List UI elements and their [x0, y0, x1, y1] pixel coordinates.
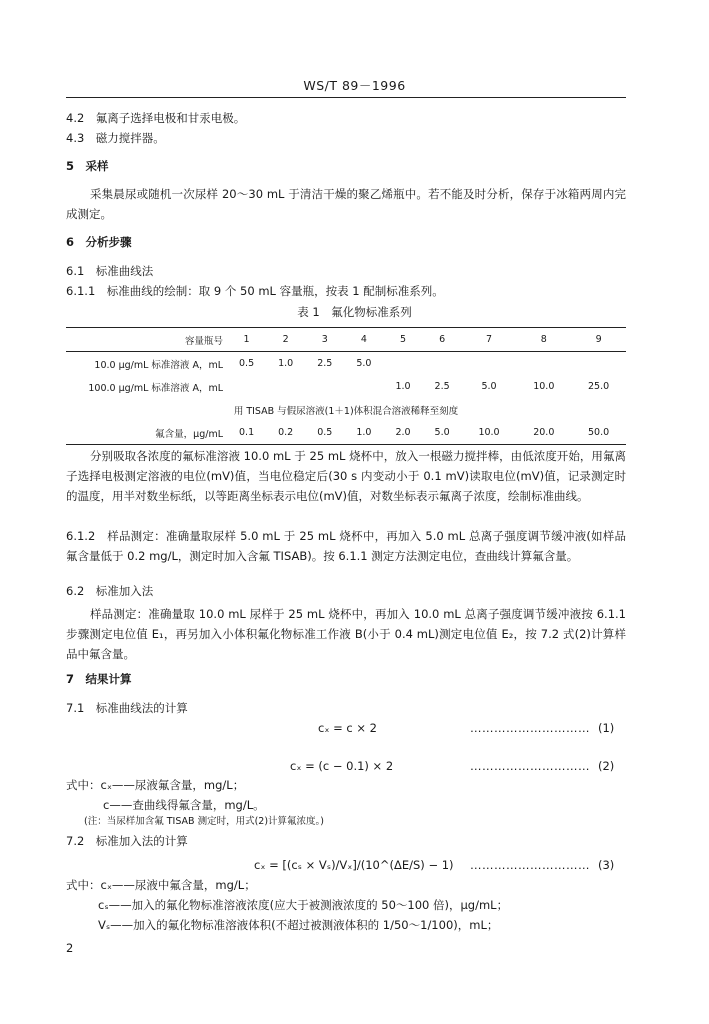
section-7-2-heading: 7.2 标准加入法的计算 — [66, 834, 188, 848]
table-header-cell: 7 — [462, 328, 517, 352]
section-6-1-heading: 6.1 标准曲线法 — [66, 264, 154, 278]
where-2-vs: Vₛ——加入的氟化物标准溶液体积(不超过被测液体积的 1/50～1/100)，mL； — [98, 918, 499, 932]
section-5-heading: 5 采样 — [66, 159, 109, 173]
table-note-row — [66, 398, 626, 421]
equation-2-number: (2) — [598, 759, 615, 773]
table-header-cell: 容量瓶号 — [66, 328, 227, 352]
section-7-1-heading: 7.1 标准曲线法的计算 — [66, 701, 188, 715]
equation-3: cₓ = [(cₛ × Vₛ)/Vₓ]/(10^(ΔE/S) − 1) — [254, 858, 454, 872]
note-1: (注：当尿样加含氟 TISAB 测定时，用式(2)计算氟浓度。) — [84, 816, 324, 827]
where-1-cx: 式中：cₓ——尿液氟含量，mg/L； — [66, 778, 245, 792]
table-cell — [383, 352, 422, 376]
equation-3-leader: ………………………… — [470, 858, 590, 872]
table-header-cell: 4 — [344, 328, 383, 352]
standard-code-header: WS/T 89－1996 — [303, 78, 406, 93]
table-cell — [571, 352, 626, 376]
where-2-cs: cₛ——加入的氟化物标准溶液浓度(应大于被测液浓度的 50～100 倍)，μg/mL； — [98, 898, 509, 912]
table-cell: 0.1 — [227, 421, 266, 445]
table-header-row — [66, 328, 626, 352]
table-note: 用 TISAB 与假尿溶液(1＋1)体积混合溶液稀释至刻度 — [233, 405, 459, 417]
where-1-c: c——查曲线得氟含量，mg/L。 — [103, 798, 265, 812]
table-cell: 0.5 — [305, 421, 344, 445]
table-cell: 5.0 — [423, 421, 462, 445]
table-cell — [344, 375, 383, 398]
table-cell: 50.0 — [571, 421, 626, 445]
equation-3-number: (3) — [598, 858, 615, 872]
table-cell: 10.0 — [462, 421, 517, 445]
table-row — [66, 352, 626, 376]
table-row — [66, 421, 626, 445]
table-cell: 2.0 — [383, 421, 422, 445]
table-cell: 氟含量，μg/mL — [66, 421, 227, 445]
paragraph-6-1-1: 分别吸取各浓度的氟标准溶液 10.0 mL 于 25 mL 烧杯中，放入一根磁力搅拌棒，由低浓度开始，用氟离子选择电极测定溶液的电位(mV)值，当电位稳定后(30 s 内变动小于 0.1 mV)读取电位(mV)值，记录测定时的温度，用半对数坐标纸，以等距离坐标表示电位(mV)值，对数坐标表示氟离子浓度，绘制标准曲线。 — [66, 449, 626, 503]
section-6-2-heading: 6.2 标准加入法 — [66, 584, 154, 598]
table-cell: 25.0 — [588, 381, 610, 392]
section-6-1-1-heading: 6.1.1 标准曲线的绘制：取 9 个 50 mL 容量瓶，按表 1 配制标准系列。 — [66, 284, 444, 298]
table-header-cell: 1 — [227, 328, 266, 352]
table-cell: 5.0 — [481, 381, 497, 392]
where-2-cx: 式中：cₓ——尿液中氟含量，mg/L； — [66, 878, 256, 892]
table-header-cell: 5 — [383, 328, 422, 352]
table-cell — [423, 352, 462, 376]
equation-1: cₓ = c × 2 — [318, 721, 377, 735]
table-cell: 0.5 — [239, 358, 255, 369]
table-cell — [462, 352, 517, 376]
header-rule — [66, 97, 626, 98]
table-cell: 1.0 — [344, 421, 383, 445]
table-cell — [516, 352, 571, 376]
table-cell: 1.0 — [278, 358, 294, 369]
section-5-body: 采集晨尿或随机一次尿样 20～30 mL 于清洁干燥的聚乙烯瓶中。若不能及时分析，保存于冰箱两周内完成测定。 — [66, 187, 626, 221]
section-7-heading: 7 结果计算 — [66, 672, 132, 686]
table-cell: 20.0 — [516, 421, 571, 445]
equation-1-leader: ………………………… — [470, 721, 590, 735]
table-row — [66, 375, 626, 398]
table-header-cell: 2 — [266, 328, 305, 352]
table-cell — [266, 375, 305, 398]
table-header-cell: 3 — [305, 328, 344, 352]
table-cell — [227, 375, 266, 398]
table-cell: 1.0 — [395, 381, 411, 392]
table-cell: 0.2 — [266, 421, 305, 445]
table-cell: 2.5 — [434, 381, 450, 392]
table-cell — [305, 375, 344, 398]
table-header-cell: 6 — [423, 328, 462, 352]
paragraph-6-1-2: 6.1.2 样品测定：准确量取尿样 5.0 mL 于 25 mL 烧杯中，再加入 5.0 mL 总离子强度调节缓冲液(如样品氟含量低于 0.2 mg/L，测定时加入含氟 TISAB)。按 6.1.1 测定方法测定电位，查曲线计算氟含量。 — [66, 529, 626, 563]
table-cell: 5.0 — [356, 358, 372, 369]
equation-2-leader: ………………………… — [470, 759, 590, 773]
table-header-cell: 8 — [516, 328, 571, 352]
table-header-cell: 9 — [571, 328, 626, 352]
fluoride-standard-table — [66, 327, 626, 445]
table-cell: 10.0 — [533, 381, 555, 392]
table-caption: 表 1 氟化物标准系列 — [297, 305, 412, 319]
section-6-heading: 6 分析步骤 — [66, 235, 132, 249]
paragraph-6-2: 样品测定：准确量取 10.0 mL 尿样于 25 mL 烧杯中，再加入 10.0 mL 总离子强度调节缓冲液按 6.1.1步骤测定电位值 E₁，再另加入小体积氟化物标准工作液 B(小于 0.4 mL)测定电位值 E₂，按 7.2 式(2)计算样品中氟含量。 — [66, 607, 626, 661]
equation-1-number: (1) — [598, 721, 615, 735]
equation-2: cₓ = (c − 0.1) × 2 — [290, 759, 394, 773]
table-cell: 100.0 μg/mL 标准溶液 A，mL — [88, 382, 223, 394]
item-4-2: 4.2 氟离子选择电极和甘汞电极。 — [66, 111, 246, 125]
item-4-3: 4.3 磁力搅拌器。 — [66, 131, 165, 145]
table-cell: 2.5 — [317, 358, 333, 369]
table-cell: 10.0 μg/mL 标准溶液 A，mL — [94, 359, 223, 371]
page-number: 2 — [66, 941, 74, 955]
